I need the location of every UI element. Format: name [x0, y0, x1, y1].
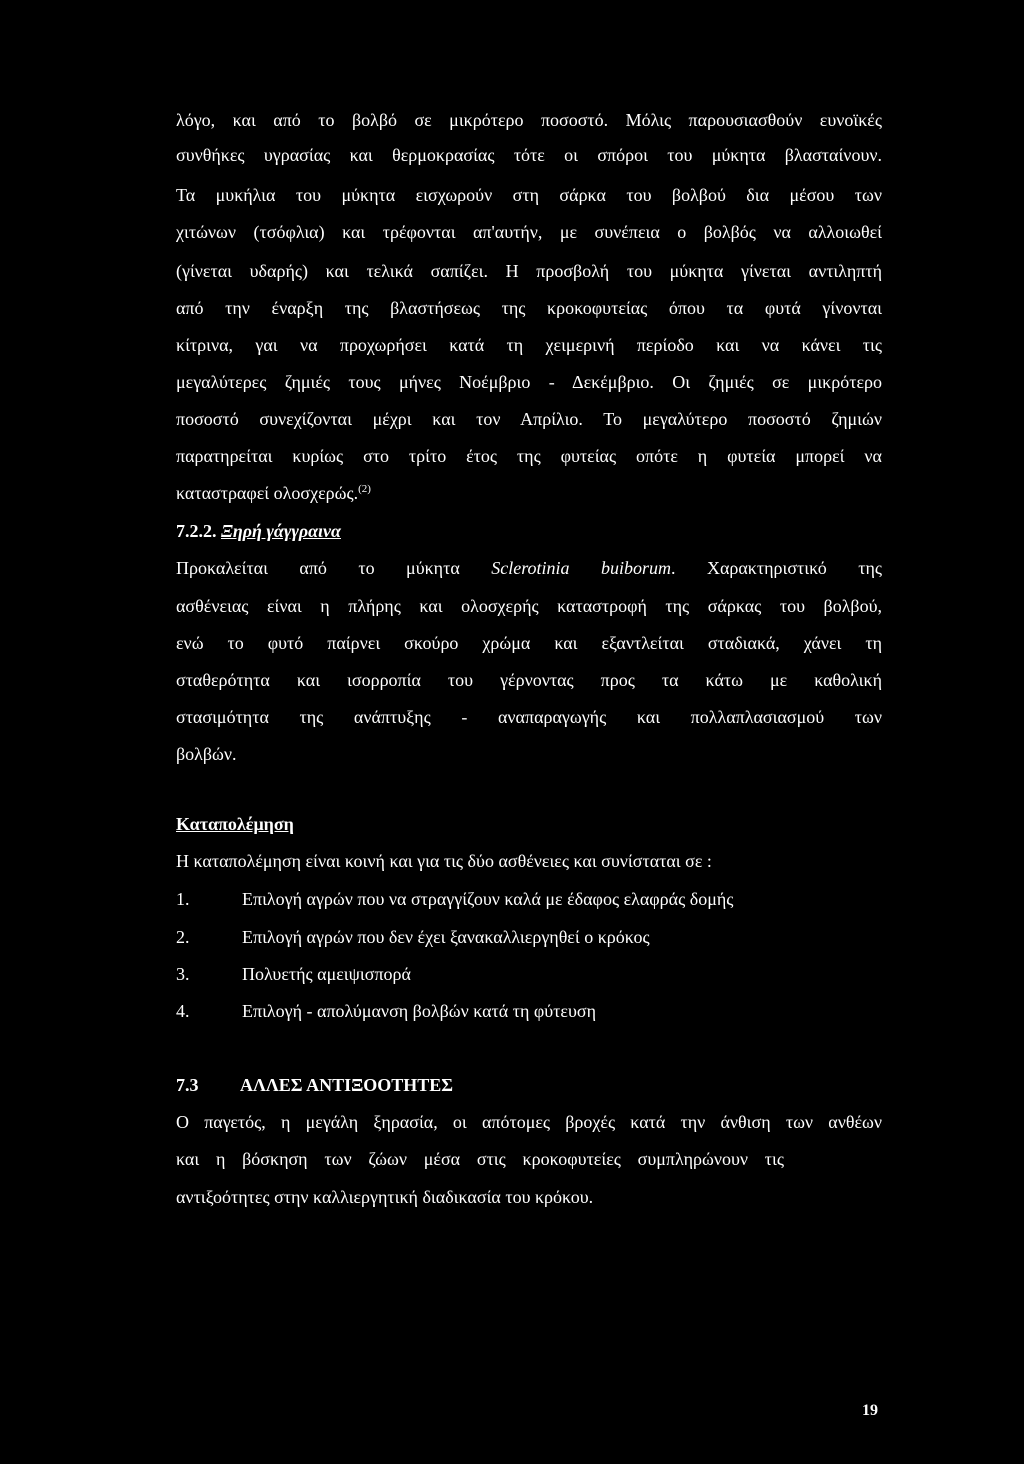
- page-number: 19: [862, 1402, 878, 1419]
- paragraph-2-line: ασθένειας είναι η πλήρης και ολοσχερής καταστροφή της σάρκας του βολβού,: [176, 596, 882, 616]
- paragraph-1-line: ποσοστό συνεχίζονται μέχρι και τον Απρίλιο. Το μεγαλύτερο ποσοστό ζημιών: [176, 409, 882, 429]
- list-item-number: 1.: [176, 889, 190, 909]
- subsection-number: 7.2.2.: [176, 521, 217, 541]
- paragraph-1-line: (γίνεται υδαρής) και τελικά σαπίζει. Η προσβολή του μύκητα γίνεται αντιληπτή: [176, 261, 882, 281]
- paragraph-2-line: ενώ το φυτό παίρνει σκούρο χρώμα και εξαντλείται σταδιακά, χάνει τη: [176, 633, 882, 653]
- paragraph-1-line: λόγο, και από το βολβό σε μικρότερο ποσοστό. Μόλις παρουσιασθούν ευνοϊκές: [176, 110, 882, 130]
- list-item: [176, 919, 882, 955]
- list-item-text: Επιλογή - απολύμανση βολβών κατά τη φύτευση: [242, 1001, 596, 1021]
- footnote-reference: (2): [358, 483, 371, 495]
- section-7-3-line: και η βόσκηση των ζώων μέσα στις κροκοφυτείες συμπληρώνουν τις: [176, 1149, 784, 1169]
- section-number: 7.3: [176, 1075, 199, 1095]
- section-7-3-line: αντιξοότητες στην καλλιεργητική διαδικασία του κρόκου.: [176, 1187, 594, 1207]
- paragraph-1-line: Τα μυκήλια του μύκητα εισχωρούν στη σάρκα του βολβού δια μέσου των: [176, 185, 882, 205]
- pathogen-name: Sclerotinia buiborum: [491, 558, 671, 578]
- list-item-text: Πολυετής αμειψισπορά: [242, 964, 411, 984]
- paragraph-1-line: χιτώνων (τσόφλια) και τρέφονται απ'αυτήν, με συνέπεια ο βολβός να αλλοιωθεί: [176, 222, 882, 242]
- paragraph-2-line: σταθερότητα και ισορροπία του γέρνοντας προς τα κάτω με καθολική: [176, 670, 882, 690]
- paragraph-1-line: κίτρινα, γαι να προχωρήσει κατά τη χειμερινή περίοδο και να κάνει τις: [176, 335, 882, 355]
- list-item: [176, 881, 882, 917]
- paragraph-2-text: Προκαλείται από το μύκητα: [176, 558, 492, 578]
- list-item-text: Επιλογή αγρών που να στραγγίζουν καλά με έδαφος ελαφράς δομής: [242, 889, 734, 909]
- paragraph-2-line: στασιμότητα της ανάπτυξης - αναπαραγωγής και πολλαπλασιασμού των: [176, 707, 882, 727]
- list-item: [176, 993, 882, 1029]
- paragraph-1-line: μεγαλύτερες ζημιές τους μήνες Νοέμβριο - Δεκέμβριο. Οι ζημιές σε μικρότερο: [176, 372, 882, 392]
- subsection-heading: [176, 513, 882, 549]
- paragraph-2-line: [176, 550, 882, 586]
- paragraph-1-line: από την έναρξη της βλαστήσεως της κροκοφυτείας όπου τα φυτά γίνονται: [176, 298, 882, 318]
- section-heading: [176, 1067, 882, 1103]
- paragraph-2-text: . Χαρακτηριστικό της: [671, 558, 883, 578]
- subsection-title: Ξηρή γάγγραινα: [221, 521, 341, 541]
- paragraph-1-line: παρατηρείται κυρίως στο τρίτο έτος της φυτείας οπότε η φυτεία μπορεί να: [176, 446, 882, 466]
- control-intro: Η καταπολέμηση είναι κοινή και για τις δύο ασθένειες και συνίσταται σε :: [176, 851, 712, 871]
- list-item-text: Επιλογή αγρών που δεν έχει ξανακαλλιεργηθεί ο κρόκος: [242, 927, 650, 947]
- list-item: [176, 956, 882, 992]
- list-item-number: 4.: [176, 1001, 190, 1021]
- section-title: ΑΛΛΕΣ ΑΝΤΙΞΟΟΤΗΤΕΣ: [240, 1075, 454, 1095]
- paragraph-2-last-line: βολβών.: [176, 744, 237, 764]
- control-heading: Καταπολέμηση: [176, 814, 294, 834]
- paragraph-1-line: συνθήκες υγρασίας και θερμοκρασίας τότε οι σπόροι του μύκητα βλασταίνουν.: [176, 145, 882, 165]
- paragraph-1-last-text: καταστραφεί ολοσχερώς.: [176, 483, 359, 503]
- section-7-3-line: Ο παγετός, η μεγάλη ξηρασία, οι απότομες βροχές κατά την άνθιση των ανθέων: [176, 1112, 882, 1132]
- list-item-number: 2.: [176, 927, 190, 947]
- paragraph-1-last-line: [176, 475, 882, 511]
- list-item-number: 3.: [176, 964, 190, 984]
